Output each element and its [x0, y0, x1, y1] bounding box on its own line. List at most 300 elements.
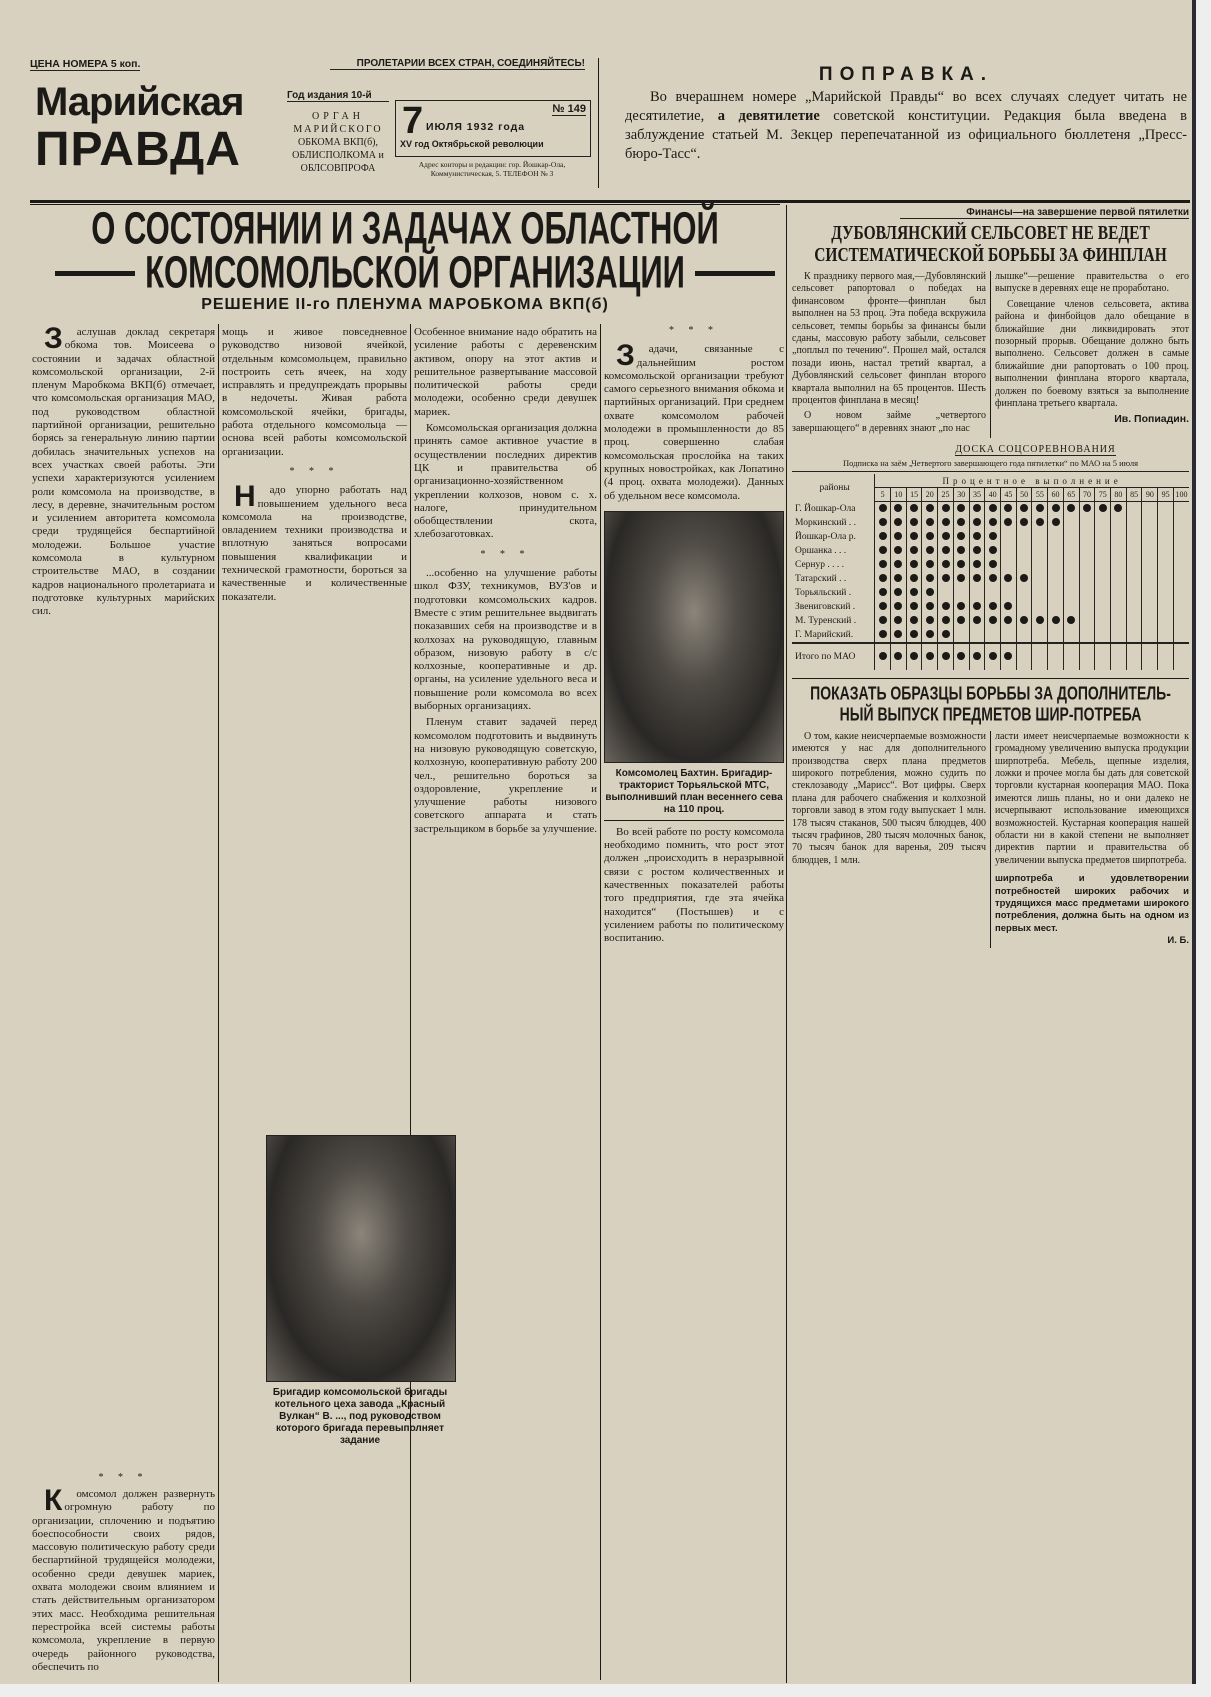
board-cell: [1016, 502, 1032, 516]
board-cell: [1142, 516, 1158, 530]
organ-line: ОБЛСОВПРОФА: [300, 163, 376, 174]
paragraph: Заслушав доклад секретаря обкома тов. Моисеева о состоянии и задачах областной комсомольской организации, 2-й пленум Маробкома ВКП(б) отмечает, что комсомольская организация МАО, под руководством областной партийной организации, решительно борясь за генеральную линию партии добилась значительных успехов на всех участках своей работы. Эти успехи характеризуются усилением роли комсомола на производстве, в лесу, в деревне, значительным ростом и усилением авторитета комсомола среди трудящейся беспартийной молодежи. Большое участие комсомола в культурном строительстве МАО, в создании кадров национального пролетариата и подготовке культурных марийских сил.: [32, 322, 215, 618]
board-cell: [953, 530, 969, 544]
board-cell: [1079, 558, 1095, 572]
finplan-column-1: [792, 271, 986, 438]
board-cell: [1111, 643, 1127, 670]
board-cell: [1158, 544, 1174, 558]
board-cell: [953, 614, 969, 628]
progress-dot: [942, 652, 950, 660]
board-cell: [890, 502, 906, 516]
board-cell: [953, 516, 969, 530]
board-row: [792, 628, 1189, 643]
board-cell: [1079, 530, 1095, 544]
progress-dot: [973, 574, 981, 582]
board-cell: [1126, 572, 1142, 586]
date-month-year: ИЮЛЯ 1932 года: [426, 121, 526, 133]
board-cell: [1095, 628, 1111, 643]
progress-dot: [1036, 518, 1044, 526]
board-cell: [1142, 572, 1158, 586]
board-cell: [1142, 614, 1158, 628]
board-cell: [1142, 544, 1158, 558]
board-cell: [1001, 628, 1017, 643]
photo-caption: Бригадир комсомольской бригады котельного цеха завода „Красный Вулкан“ В. ..., под руководством которого бригада перевыполняет задание: [272, 1387, 448, 1446]
board-cell: [1111, 516, 1127, 530]
board-cell: [1095, 614, 1111, 628]
board-cell: [1126, 628, 1142, 643]
progress-dot: [894, 630, 902, 638]
board-cell: [938, 628, 954, 643]
paragraph: ласти имеет неисчерпаемые возможности к громадному увеличению выпуска продукции ширпотреба. Мебель, щепные изделия, ложки и прочее могла бы дать для советской торговли кустарная кооперация МАО. Пока имеются лишь планы, но и они далеко не исчерпывают использование имеющихся возможностей. Кустарная кооперация нашей области ни в какой степени не выполняет директив партии и правительства об увеличении выпуска предметов ширпотреба.: [995, 730, 1189, 866]
paragraph: Особенное внимание надо обратить на усиление работы с деревенским активом, опору на этот актив и решительное развертывание массовой политической работы среди молодежи, особенно среди девушек мариек.: [414, 326, 597, 418]
progress-dot: [957, 546, 965, 554]
price: ЦЕНА НОМЕРА 5 коп.: [30, 58, 141, 70]
year-of-issue: Год издания 10-й: [287, 90, 389, 102]
board-cell: [1095, 586, 1111, 600]
board-cell: [1079, 628, 1095, 643]
board-cell: [1001, 600, 1017, 614]
progress-dot: [1036, 504, 1044, 512]
board-cell: [1158, 600, 1174, 614]
progress-dot: [942, 546, 950, 554]
paragraph: Пленум ставит задачей перед комсомолом подготовить и выдвинуть на низовую руководящую советскую, колхозную, кооперативную работу 200 чел., решительно бороться за оздоровление, укрепление и улучшение работы низового советского аппарата и стать застрельщиком в борьбе за улучшение.: [414, 716, 597, 835]
progress-dot: [926, 588, 934, 596]
progress-dot: [989, 518, 997, 526]
board-cell: [985, 643, 1001, 670]
board-cell: [1095, 558, 1111, 572]
progress-dot: [879, 546, 887, 554]
progress-dot: [1004, 518, 1012, 526]
board-cell: [1063, 586, 1079, 600]
board-cell: [1001, 643, 1017, 670]
percent-column-label: 15: [906, 488, 922, 502]
board-cell: [1111, 600, 1127, 614]
board-cell: [1126, 544, 1142, 558]
progress-dot: [973, 602, 981, 610]
progress-dot: [926, 630, 934, 638]
progress-dot: [957, 574, 965, 582]
board-cell: [1001, 502, 1017, 516]
board-cell: [1063, 502, 1079, 516]
district-name: Торьяльский .: [792, 586, 875, 600]
board-cell: [969, 600, 985, 614]
progress-dot: [989, 546, 997, 554]
board-cell: [1063, 558, 1079, 572]
progress-dot: [879, 518, 887, 526]
board-cell: [1048, 600, 1064, 614]
board-cell: [1032, 643, 1048, 670]
paragraph: К празднику первого мая,—Дубовлянский сельсовет рапортовал о победах на финансовом фронте—финплан был выполнен на 53 проц. Эта победа вскружила сельсовет, темпы борьбы за финансы были сданы, массовую работу забыли, сельсовет „поплыл по течению“. Прошел май, остался позади июнь, настал третий квартал, а Дубовлянский сельсовет финплан второго квартала выполнил на 65 процентов. Шесть процентов финплана в месяц!: [792, 271, 986, 407]
progress-dot: [879, 602, 887, 610]
main-headline-line-1: О СОСТОЯНИИ И ЗАДАЧАХ ОБЛАСТНОЙ: [91, 202, 719, 254]
right-section: [792, 207, 1189, 948]
board-cell: [1016, 544, 1032, 558]
progress-dot: [942, 504, 950, 512]
photo-tractor-brigadier: [604, 511, 784, 763]
board-cell: [1001, 586, 1017, 600]
board-cell: [1095, 516, 1111, 530]
board-cell: [985, 544, 1001, 558]
board-cell: [969, 572, 985, 586]
board-cell: [1063, 628, 1079, 643]
paragraph: О том, какие неисчерпаемые возможности имеются у нас для дополнительного производства сверх плана предметов широкого потребления, можно судить по стеклозаводу „Марисс“. Вот цифры. Сверх плана для рабочего снабжения и колхозной торговли завод в этом году выпускает 1 млн. 178 тысяч стаканов, 500 тысяч блюдцев, 400 тысяч графинов, 280 тысяч молочных банок, 70 тысяч банок для варенья, 209 тысяч блюдцев, 1 млн.: [792, 730, 986, 866]
district-name: Г. Йошкар-Ола: [792, 502, 875, 516]
progress-dot: [989, 574, 997, 582]
progress-dot: [910, 602, 918, 610]
finplan-columns: [792, 271, 1189, 438]
board-cell: [875, 558, 891, 572]
issue-number: № 149: [552, 103, 586, 115]
board-cell: [1111, 628, 1127, 643]
board-cell: [1158, 628, 1174, 643]
board-cell: [1048, 628, 1064, 643]
board-subtitle: Подписка на заём „Четвертого завершающего года пятилетки“ по МАО на 5 июля: [792, 458, 1189, 472]
correction-text-bold: а девятилетие: [717, 108, 820, 124]
board-cell: [875, 614, 891, 628]
board-cell: [1173, 586, 1189, 600]
percent-column-label: 70: [1079, 488, 1095, 502]
percent-column-label: 10: [890, 488, 906, 502]
board-cell: [985, 558, 1001, 572]
board-cell: [1048, 544, 1064, 558]
board-cell: [1016, 516, 1032, 530]
progress-dot: [894, 616, 902, 624]
paragraph: О новом займе „четвертого завершающего“ в деревнях знают „по нас: [792, 410, 986, 434]
progress-dot: [910, 518, 918, 526]
progress-dot: [926, 518, 934, 526]
board-cell: [969, 502, 985, 516]
progress-dot: [942, 518, 950, 526]
board-cell: [1095, 572, 1111, 586]
main-article-column-4: * * * Задачи, связанные с дальнейшим ростом комсомольской организации требуют самого серьезного внимания обкома и партийных организаций. При среднем охвате комсомолом рабочей молодежи в промышленности до 85 проц. совершенно слабая комсомольская прослойка на таких крупных новостройках, как Лопатино (4 проц. охвата молодежи). Данных об удельном весе комсомола. Комсомолец Бахтин. Бригадир-тракторист Торьяльской МТС, выполнивший план весеннего сева на 110 проц. Во всей работе по росту комсомола необходимо помнить, что рост этот должен „происходить в неразрывной связи с ростом количественных и качественных показателей работы того предприятия, где эта ячейка находится“ (Постышев) и с усилением работы по политическому воспитанию.: [604, 325, 784, 945]
progress-dot: [910, 630, 918, 638]
board-cell: [1142, 502, 1158, 516]
board-cell: [1173, 516, 1189, 530]
progress-dot: [1004, 602, 1012, 610]
progress-dot: [926, 560, 934, 568]
board-cell: [906, 572, 922, 586]
board-cell: [1032, 516, 1048, 530]
correction-text: [625, 88, 1187, 164]
progress-dot: [1004, 574, 1012, 582]
progress-dot: [957, 560, 965, 568]
finplan-kicker: Финансы—на завершение первой пятилетки: [900, 207, 1189, 219]
board-cell: [906, 643, 922, 670]
progress-dot: [957, 518, 965, 526]
board-cell: [906, 558, 922, 572]
percent-column-label: 80: [1111, 488, 1127, 502]
logo-line-2: ПРАВДА: [35, 123, 241, 176]
board-cell: [922, 502, 938, 516]
board-cell: [1158, 558, 1174, 572]
paragraph: Надо упорно работать над повышением удельного веса комсомола на производстве, овладением техники производства и вплотную заняться вопросами повышения квалификации и технической грамотности, бороться за качественные и количественные показатели.: [222, 480, 407, 603]
progress-dot: [1052, 518, 1060, 526]
address: Адрес конторы и редакции: гор. Йошкар-Ола, Коммунистическая, 5. ТЕЛЕФОН № 3: [418, 160, 566, 178]
board-cell: [906, 586, 922, 600]
board-title: [792, 444, 1189, 455]
board-cell: [1111, 614, 1127, 628]
board-cell: [969, 628, 985, 643]
progress-dot: [879, 616, 887, 624]
board-cell: [875, 502, 891, 516]
board-cell: [1126, 614, 1142, 628]
percent-column-label: 55: [1032, 488, 1048, 502]
progress-dot: [894, 574, 902, 582]
board-cell: [1032, 614, 1048, 628]
board-cell: [1173, 628, 1189, 643]
board-cell: [938, 544, 954, 558]
district-name: Оршанка . . .: [792, 544, 875, 558]
correction-title: ПОПРАВКА.: [818, 64, 994, 85]
progress-dot: [942, 574, 950, 582]
board-cell: [890, 544, 906, 558]
board-cell: [875, 600, 891, 614]
board-cell: [1016, 600, 1032, 614]
board-cell: [1048, 643, 1064, 670]
progress-dot: [926, 652, 934, 660]
board-cell: [1063, 544, 1079, 558]
board-cell: [1158, 643, 1174, 670]
board-cell: [985, 614, 1001, 628]
percent-header: Процентное выполнение: [875, 474, 1189, 488]
board-cell: [1173, 600, 1189, 614]
percent-column-label: 30: [953, 488, 969, 502]
progress-dot: [894, 518, 902, 526]
board-cell: [1158, 502, 1174, 516]
correction-text-part: советской конституции. Редакция была введена в заблуждение статьей М. Зекцер перепечатанной из официального бюллетеня „Пресс-бюро-Тасс“.: [625, 108, 1187, 162]
logo-line-1: Марийская: [35, 80, 244, 124]
consumer-headline-line-2: НЫЙ ВЫПУСК ПРЕДМЕТОВ ШИР-ПОТРЕБА: [839, 702, 1142, 725]
board-cell: [985, 502, 1001, 516]
paragraph: Во всей работе по росту комсомола необходимо помнить, что рост этот должен „происходить в неразрывной связи с ростом количественных и качественных показателей работы того предприятия, где эта ячейка находится“ (Постышев) и с усилением работы по политическому воспитанию.: [604, 825, 784, 945]
board-cell: [890, 586, 906, 600]
progress-dot: [1114, 504, 1122, 512]
progress-dot: [894, 546, 902, 554]
progress-dot: [1083, 504, 1091, 512]
board-cell: [1001, 614, 1017, 628]
progress-dot: [989, 504, 997, 512]
board-cell: [969, 643, 985, 670]
progress-dot: [926, 616, 934, 624]
board-cell: [1001, 516, 1017, 530]
progress-dot: [894, 532, 902, 540]
board-cell: [1079, 502, 1095, 516]
board-cell: [1016, 586, 1032, 600]
percent-column-label: 90: [1142, 488, 1158, 502]
board-row: [792, 586, 1189, 600]
progress-dot: [1020, 504, 1028, 512]
progress-dot: [989, 616, 997, 624]
board-cell: [1016, 530, 1032, 544]
board-cell: [1032, 600, 1048, 614]
paragraph: Задачи, связанные с дальнейшим ростом комсомольской организации требуют самого серьезного внимания обкома и партийных организаций. При среднем охвате комсомолом рабочей молодежи в промышленности до 85 проц. совершенно слабая комсомольская прослойка на таких крупных новостройках, как Лопатино (4 проц. охвата молодежи). Данных об удельном весе комсомола.: [604, 339, 784, 502]
board-cell: [1126, 586, 1142, 600]
board-cell: [938, 516, 954, 530]
board-cell: [985, 530, 1001, 544]
board-cell: [953, 572, 969, 586]
progress-dot: [957, 616, 965, 624]
board-row: [792, 530, 1189, 544]
board-cell: [1063, 530, 1079, 544]
board-cell: [1063, 614, 1079, 628]
competition-board-table: [792, 474, 1189, 670]
progress-dot: [926, 574, 934, 582]
finplan-column-2: [995, 271, 1189, 438]
board-cell: [938, 530, 954, 544]
photo-block-brigade-leader: [262, 1135, 458, 1447]
board-cell: [1173, 558, 1189, 572]
board-cell: [875, 544, 891, 558]
board-row: [792, 558, 1189, 572]
percent-column-label: 5: [875, 488, 891, 502]
district-name: Г. Марийский.: [792, 628, 875, 643]
board-cell: [922, 643, 938, 670]
board-cell: [1048, 502, 1064, 516]
board-cell: [985, 586, 1001, 600]
board-cell: [922, 600, 938, 614]
percent-column-label: 100: [1173, 488, 1189, 502]
board-row: [792, 614, 1189, 628]
slogan: ПРОЛЕТАРИИ ВСЕХ СТРАН, СОЕДИНЯЙТЕСЬ!: [330, 58, 585, 70]
board-cell: [1095, 643, 1111, 670]
district-name: Итого по МАО: [792, 643, 875, 670]
board-row: [792, 600, 1189, 614]
progress-dot: [1052, 616, 1060, 624]
board-cell: [922, 628, 938, 643]
progress-dot: [910, 560, 918, 568]
progress-dot: [926, 504, 934, 512]
district-header: районы: [792, 474, 875, 502]
board-cell: [875, 530, 891, 544]
board-cell: [1111, 558, 1127, 572]
progress-dot: [926, 532, 934, 540]
board-cell: [890, 558, 906, 572]
district-name: Звениговский .: [792, 600, 875, 614]
percent-column-label: 95: [1158, 488, 1174, 502]
progress-dot: [910, 652, 918, 660]
board-cell: [890, 572, 906, 586]
progress-dot: [957, 652, 965, 660]
progress-dot: [1020, 616, 1028, 624]
consumer-columns: [792, 731, 1189, 948]
board-cell: [922, 572, 938, 586]
board-cell: [906, 544, 922, 558]
progress-dot: [879, 588, 887, 596]
progress-dot: [894, 588, 902, 596]
board-cell: [985, 516, 1001, 530]
progress-dot: [942, 560, 950, 568]
board-cell: [1111, 586, 1127, 600]
main-headline: [30, 202, 780, 315]
progress-dot: [957, 602, 965, 610]
progress-dot: [989, 560, 997, 568]
board-cell: [1111, 530, 1127, 544]
board-cell: [969, 586, 985, 600]
progress-dot: [910, 546, 918, 554]
board-cell: [1063, 516, 1079, 530]
board-cell: [1063, 600, 1079, 614]
board-cell: [1016, 572, 1032, 586]
progress-dot: [910, 504, 918, 512]
consumer-column-1: [792, 731, 986, 948]
board-cell: [1173, 643, 1189, 670]
paragraph: Комсомольская организация должна принять самое активное участие в осуществлении последних директив ЦК и правительства об организационно-хозяйственном укреплении колхозов, новом с. х. налоге, принудительном обобществлении скота, хлебозаготовках.: [414, 422, 597, 541]
board-cell: [922, 530, 938, 544]
board-cell: [1016, 628, 1032, 643]
progress-dot: [1004, 652, 1012, 660]
progress-dot: [973, 518, 981, 526]
paragraph: мощь и живое повседневное руководство низовой ячейкой, отдельным комсомольцем, правильно построить сеть ячеек, на ходу исправлять и предупреждать прорывы в недочеты. Живая работа комсомольской ячейки, бригады, работа отдельного комсомольца — основа всей работы комсомольской организации.: [222, 326, 407, 458]
progress-dot: [879, 532, 887, 540]
board-cell: [1173, 614, 1189, 628]
progress-dot: [973, 504, 981, 512]
board-cell: [938, 643, 954, 670]
board-cell: [875, 572, 891, 586]
board-cell: [985, 628, 1001, 643]
board-cell: [1126, 600, 1142, 614]
correction-text-part: Во вчерашнем номере „Марийской Правды“ во всех случаях следует читать не десятилетие,: [625, 89, 1187, 124]
percent-column-label: 50: [1016, 488, 1032, 502]
main-article-column-3: Особенное внимание надо обратить на усиление работы с деревенским активом, опору на этот актив и решительное развертывание массовой политической работы среди молодежи, особенно среди девушек мариек. Комсомольская организация должна принять самое активное участие в осуществлении последних директив ЦК и правительства об организационно-хозяйственном укреплении колхозов, новом с. х. налоге, принудительном обобществлении скота, хлебозаготовках. * * * ...особенно на улучшение работы школ ФЗУ, техникумов, ВУЗ'ов и подготовки комсомольских кадров. Вместе с этим решительнее выдвигать показавших себя на производстве и в колхозах на руководящую, главным образом, низовую работу в с/с колхозные, кооперативные и др. органы, на усиление удельного веса и повышение роли комсомола во всех выборных организациях. Пленум ставит задачей перед комсомолом подготовить и выдвинуть на низовую руководящую советскую, колхозную, кооперативную работу 200 чел., решительно бороться за оздоровление, укрепление и улучшение работы низового советского аппарата и стать застрельщиком в борьбе за улучшение.: [414, 326, 597, 835]
consumer-signature: И. Б.: [1167, 935, 1189, 947]
board-cell: [1048, 572, 1064, 586]
board-cell: [1032, 544, 1048, 558]
progress-dot: [957, 504, 965, 512]
board-cell: [953, 643, 969, 670]
progress-dot: [910, 532, 918, 540]
board-cell: [922, 544, 938, 558]
board-cell: [875, 516, 891, 530]
percent-column-label: 75: [1095, 488, 1111, 502]
progress-dot: [894, 560, 902, 568]
district-name: Сернур . . . .: [792, 558, 875, 572]
board-cell: [969, 544, 985, 558]
progress-dot: [879, 630, 887, 638]
progress-dot: [926, 546, 934, 554]
board-cell: [875, 586, 891, 600]
board-cell: [1079, 586, 1095, 600]
progress-dot: [910, 574, 918, 582]
board-cell: [969, 558, 985, 572]
board-cell: [1032, 572, 1048, 586]
board-cell: [1048, 558, 1064, 572]
board-cell: [1158, 614, 1174, 628]
progress-dot: [989, 652, 997, 660]
board-cell: [953, 502, 969, 516]
board-cell: [1032, 530, 1048, 544]
progress-dot: [1020, 518, 1028, 526]
board-cell: [985, 572, 1001, 586]
newspaper-logo: [35, 82, 280, 178]
board-cell: [1016, 643, 1032, 670]
percent-column-label: 25: [938, 488, 954, 502]
board-cell: [1048, 586, 1064, 600]
board-cell: [890, 628, 906, 643]
progress-dot: [942, 532, 950, 540]
board-cell: [1158, 586, 1174, 600]
board-cell: [953, 558, 969, 572]
board-cell: [1001, 572, 1017, 586]
date-day: 7: [402, 100, 424, 142]
board-cell: [890, 643, 906, 670]
progress-dot: [942, 602, 950, 610]
board-cell: [1111, 572, 1127, 586]
progress-dot: [910, 616, 918, 624]
district-name: Йошкар-Ола р.: [792, 530, 875, 544]
consumer-closing: [995, 873, 1189, 947]
board-row: [792, 516, 1189, 530]
photo-caption: Комсомолец Бахтин. Бригадир-тракторист Торьяльской МТС, выполнивший план весеннего сева на 110 проц.: [604, 768, 784, 821]
